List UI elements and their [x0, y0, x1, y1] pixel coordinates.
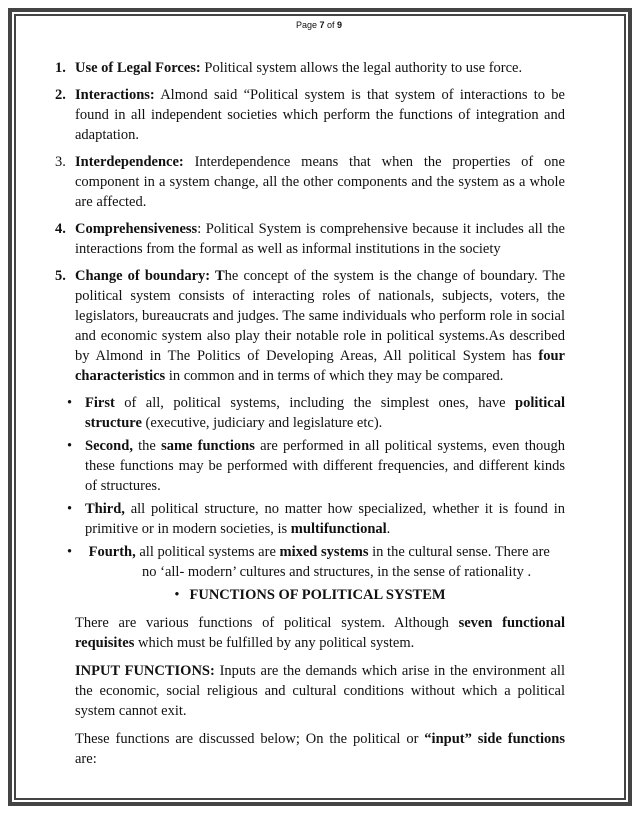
characteristics-list	[55, 393, 565, 582]
bullet-item: • Second, the same functions are performed in all political systems, even though these functions may be performed with different frequencies, and different kinds of structures.	[67, 438, 565, 494]
bullet-icon: •	[67, 395, 73, 411]
item-title: Use of Legal Forces:	[75, 60, 201, 76]
item-title: Interactions:	[75, 87, 155, 103]
paragraph: INPUT FUNCTIONS: Inputs are the demands which arise in the environment all the economic, social religious and cultural conditions without which a political system cannot exit.	[75, 663, 565, 719]
bullet-item: • Third, all political structure, no matter how specialized, whether it is found in primitive or in modern societies, is multifunctional.	[67, 501, 565, 537]
page-number: Page 7 of 9	[295, 20, 343, 30]
item-title: Comprehensiveness	[75, 221, 198, 237]
list-item: 1. Use of Legal Forces: Political system allows the legal authority to use force.	[55, 60, 523, 76]
list-item: 2. Interactions: Almond said “Political system is that system of interactions to be found in all independent societies which perform the functions of integration and adaptation.	[55, 87, 565, 143]
bullet-icon: •	[174, 587, 180, 603]
page-content	[55, 58, 565, 777]
item-number: 3.	[55, 154, 66, 170]
bullet-icon: •	[67, 544, 73, 560]
list-item: 5. Change of boundary: The concept of the system is the change of boundary. The political system consists of interacting roles of nationals, subjects, voters, the legislators, bureaucrats and judges. The same individuals who perform role in social and economic system also play their notable role in political systems.As described by Almond in The Politics of Developing Areas, All political System has four characteristics in common and in terms of which they may be compared.	[55, 268, 566, 384]
bullet-item: • First of all, political systems, including the simplest ones, have political structure (executive, judiciary and legislature etc).	[67, 395, 565, 431]
item-number: 2.	[55, 87, 66, 103]
item-number: 1.	[55, 60, 66, 76]
list-item: 3. Interdependence: Interdependence means that when the properties of one component in a system change, all the other components and the system as a whole are affected.	[55, 154, 565, 210]
paragraph: There are various functions of political system. Although seven functional requisites which must be fulfilled by any political system.	[75, 615, 565, 651]
bullet-icon: •	[67, 501, 73, 517]
bullet-continuation: no ‘all- modern’ cultures and structures, in the sense of rationality .	[142, 564, 532, 580]
bullet-item: • Fourth, all political systems are mixed systems in the cultural sense. There are no ‘all- modern’ cultures and structures, in the sense of rationality .	[55, 542, 565, 582]
bullet-icon: •	[67, 438, 73, 454]
item-number: 4.	[55, 221, 66, 237]
item-title: Interdependence:	[75, 154, 184, 170]
list-item: 4. Comprehensiveness: Political System is comprehensive because it includes all the interactions from the formal as well as informal institutions in the society	[55, 221, 565, 257]
section-heading: • FUNCTIONS OF POLITICAL SYSTEM	[174, 587, 446, 603]
paragraph: These functions are discussed below; On the political or “input” side functions are:	[75, 731, 565, 767]
item-number: 5.	[55, 268, 66, 284]
item-title: Change of boundary: T	[75, 268, 225, 284]
